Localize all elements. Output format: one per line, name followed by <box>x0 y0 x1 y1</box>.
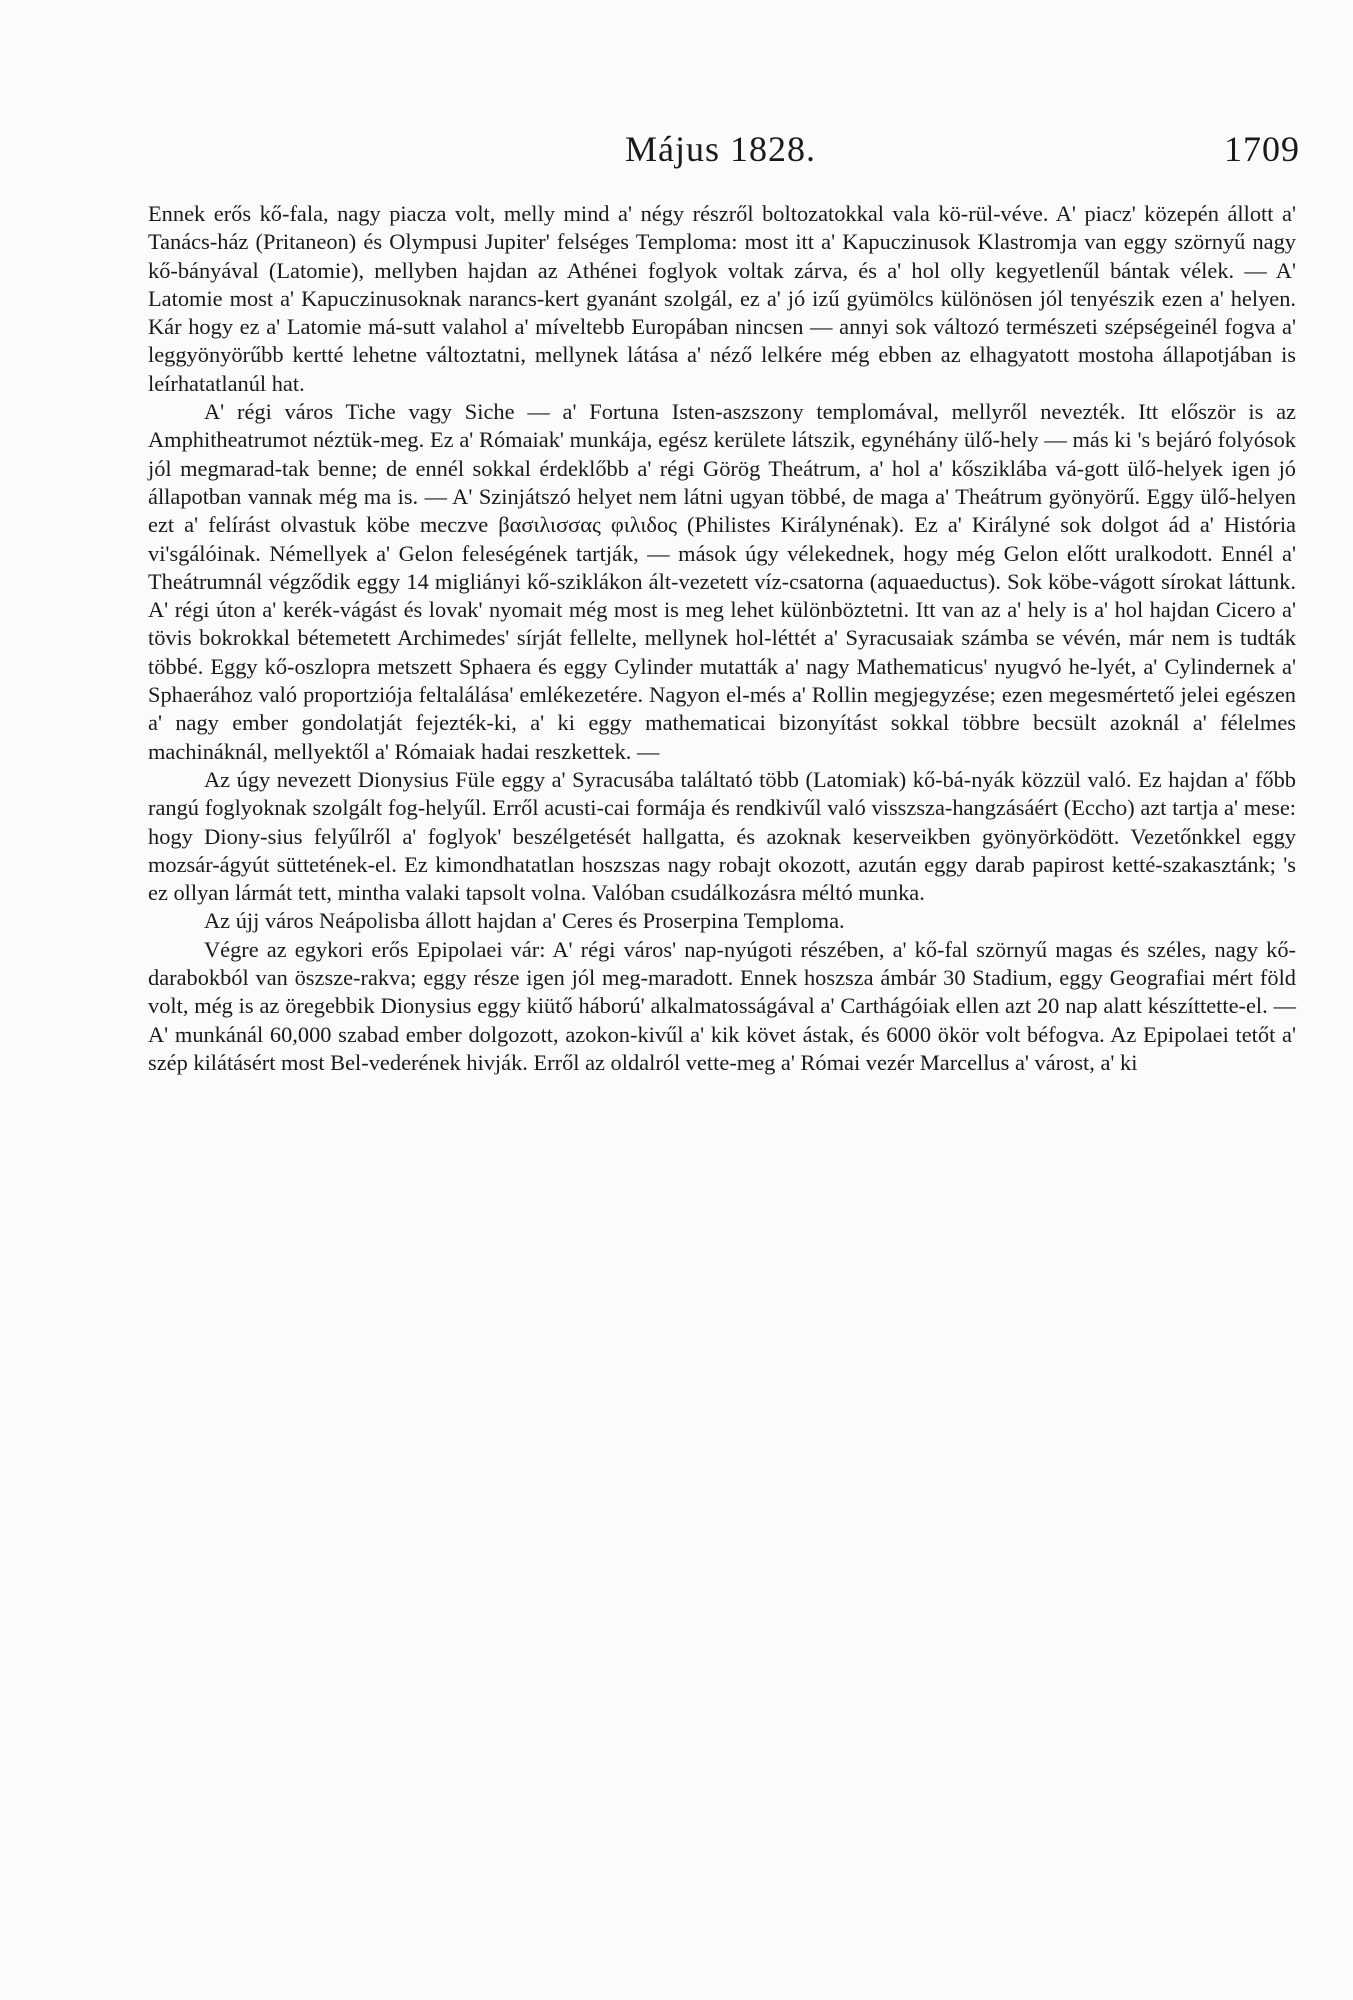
page-number: 1709 <box>1224 129 1300 169</box>
paragraph-dionysius-ear: Az úgy nevezett Dionysius Füle eggy a' Syracusába találtató több (Latomiak) kő-bá-nyák közzül való. Ez hajdan a' főbb rangú foglyoknak szolgált fog-helyűl. Erről acusti-cai formája és rendkivűl való visszsza-hangzásáért (Eccho) azt tartja a' mese: hogy Diony-sius felyűlről a' foglyok' beszélgetését hallgatta, és azoknak keserveikben gyönyörködött. Vezetőnkkel eggy mozsár-ágyút süttetének-el. Ez kimondhatatlan hoszszas nagy robajt okozott, azután eggy darab papirost ketté-szakasztánk; 's ez ollyan lármát tett, mintha valaki tapsolt volna. Valóban csudálkozásra méltó munka. <box>148 766 1296 906</box>
running-title: Május 1828. <box>625 129 816 169</box>
paragraph-neapolis: Az újj város Neápolisba állott hajdan a' Ceres és Proserpina Temploma. <box>204 908 845 934</box>
paragraph-latomie: Ennek erős kő-fala, nagy piacza volt, melly mind a' négy részről boltozatokkal vala kö-rül-véve. A' piacz' közepén állott a' Tanács-ház (Pritaneon) és Olympusi Jupiter' felséges Temploma: most itt a' Kapuczinusok Klastromja van eggy szörnyű nagy kő-bányával (Latomie), mellyben hajdan az Athénei foglyok voltak zárva, és a' hol olly kegyetlenűl bántak vélek. — A' Latomie most a' Kapuczinusoknak narancs-kert gyanánt szolgál, ez a' jó izű gyümölcs különösen jól tenyészik ezen a' helyen. Kár hogy ez a' Latomie má-sutt valahol a' míveltebb Europában nincsen — annyi sok változó természeti szépségeinél fogva a' leggyönyörűbb kertté lehetne változtatni, mellynek látása a' néző lelkére még ebben az elhagyatott mostoha állapotjában is leírhatatlanúl hat. <box>148 201 1296 396</box>
paragraph-epipolae: Végre az egykori erős Epipolaei vár: A' régi város' nap-nyúgoti részében, a' kő-fal szörnyű magas és széles, nagy kő-darabokból van öszsze-rakva; eggy része igen jól meg-maradott. Ennek hoszsza ámbár 30 Stadium, eggy Geografiai mért föld volt, még is az öregebbik Dionysius eggy kiütő háború' alkalmatosságával a' Carthágóiak ellen azt 20 nap alatt készíttette-el. — A' munkánál 60,000 szabad ember dolgozott, azokon-kivűl a' kik követ ástak, és 6000 ökör volt béfogva. Az Epipolaei tetőt a' szép kilátásért most Bel-vederének hivják. Erről az oldalról vette-meg a' Római vezér Marcellus a' várost, a' ki <box>148 936 1296 1075</box>
page-header <box>150 128 1300 178</box>
paragraph-tiche: A' régi város Tiche vagy Siche — a' Fortuna Isten-aszszony templomával, mellyről nevezték. Itt először is az Amphitheatrumot néztük-meg. Ez a' Rómaiak' munkája, egész kerülete látszik, egynéhány ülő-hely — más ki 's bejáró folyósok jól megmarad-tak benne; de ennél sokkal érdeklőbb a' régi Görög Theátrum, a' hol a' kősziklába vá-gott ülő-helyek igen jó állapotban vannak még ma is. — A' Szinjátszó helyet nem látni ugyan többé, de maga a' Theátrum gyönyörű. Eggy ülő-helyen ezt a' felírást olvastuk köbe meczve βασιλισσας φιλιδος (Philistes Királynénak). Ez a' Királyné sok dolgot ád a' História vi'sgálóinak. Némellyek a' Gelon feleségének tartják, — mások úgy vélekednek, hogy még Gelon előtt uralkodott. Ennél a' Theátrumnál végződik eggy 14 migliányi kő-sziklákon ált-vezetett víz-csatorna (aquaeductus). Sok köbe-vágott sírokat láttunk. A' régi úton a' kerék-vágást és lovak' nyomait még most is meg lehet különböztetni. Itt van az a' hely is a' hol hajdan Cicero a' tövis bokrokkal bétemetett Archimedes' sírját fellelte, mellynek hol-léttét a' Syracusaiak számba se vévén, már nem is tudták többé. Eggy kő-oszlopra metszett Sphaera és eggy Cylinder mutatták a' nagy Mathematicus' nyugvó he-lyét, a' Cylindernek a' Sphaerához való proportziója feltalálása' emlékezetére. Nagyon el-més a' Rollin megjegyzése; ezen megesmértető jelei egészen a' nagy ember gondolatját fejezték-ki, a' ki eggy mathematicai bizonyítást sokkal többre becsült azoknál a' félelmes machináknál, mellyektől a' Rómaiak hadai reszkettek. — <box>148 399 1296 764</box>
body-text <box>148 200 1296 1077</box>
